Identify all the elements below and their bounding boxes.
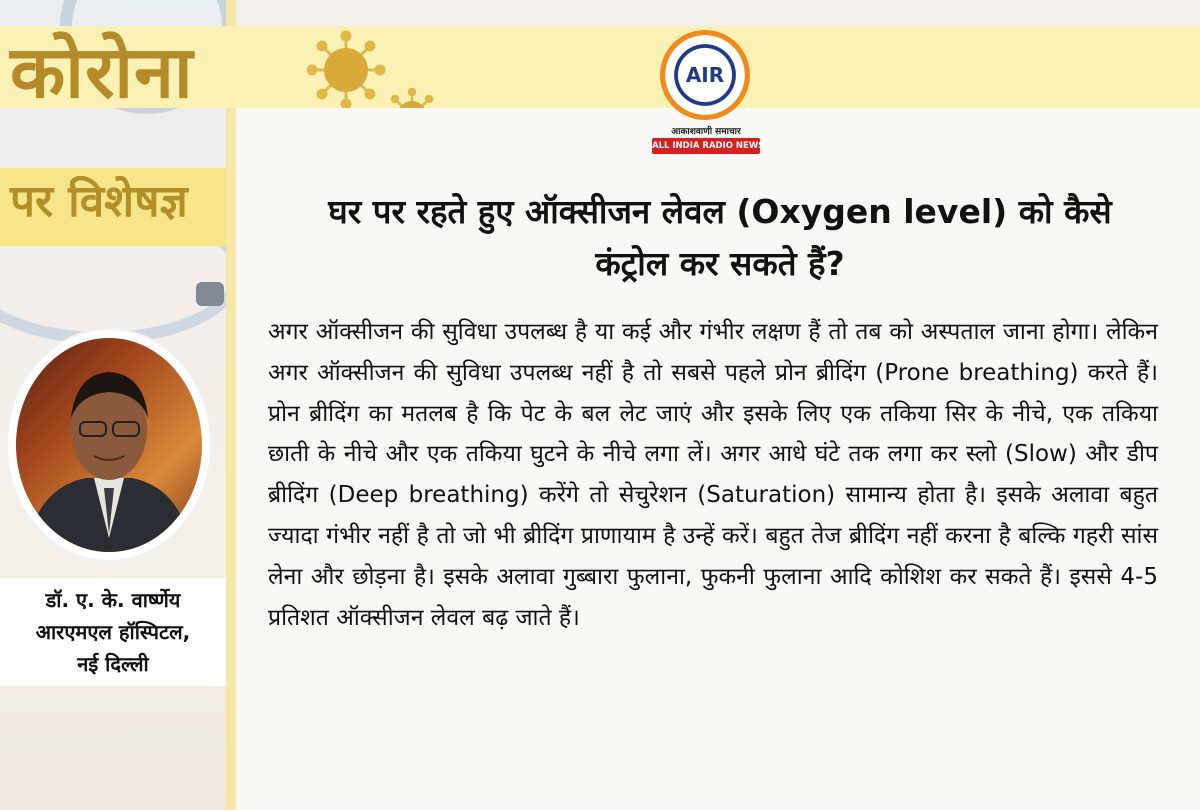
expert-name: डॉ. ए. के. वार्ष्णेय bbox=[45, 588, 181, 612]
title-expert: पर विशेषज्ञ bbox=[10, 176, 188, 227]
panel-divider bbox=[226, 0, 236, 810]
expert-photo bbox=[16, 338, 202, 552]
air-logo bbox=[652, 28, 765, 156]
title-corona: कोरोना bbox=[10, 30, 194, 114]
expert-city: नई दिल्ली bbox=[77, 652, 149, 676]
article-body: अगर ऑक्सीजन की सुविधा उपलब्ध है या कई और गंभीर लक्षण हैं तो तब को अस्पताल जाना होगा। लेकिन अगर ऑक्सीजन की सुविधा उपलब्ध नहीं है तो सबसे पहले प्रोन ब्रीदिंग (Prone breathing) करते हैं। प्रोन ब्रीदिंग का मतलब है कि पेट के बल लेट जाएं और इसके लिए एक तकिया सिर के नीचे, एक तकिया छाती के नीचे और एक तकिया घुटने के नीचे लगा लें। अगर आधे घंटे तक लगा कर स्लो (Slow) और डीप ब्रीदिंग (Deep breathing) करेंगे तो सेचुरेशन (Saturation) सामान्य होता है। इसके अलावा बहुत ज्यादा गंभीर नहीं है तो जो भी ब्रीदिंग प्राणायाम है उन्हें करें। बहुत तेज ब्रीदिंग नहीं करना है बल्कि गहरी सांस लेना और छोड़ना है। इसके अलावा गुब्बारा फुलाना, फुकनी फुलाना आदि कोशिश कर सकते हैं। इससे 4-5 प्रतिशत ऑक्सीजन लेवल बढ़ जाते हैं। bbox=[268, 319, 1158, 631]
expert-caption bbox=[0, 578, 226, 686]
stethoscope-decor bbox=[196, 282, 224, 306]
logo-caption: आकाशवाणी समाचार bbox=[671, 127, 741, 137]
expert-portrait bbox=[16, 338, 202, 552]
logo-center-text: AIR bbox=[685, 63, 725, 87]
headline-line-2: कंट्रोल कर सकते हैं? bbox=[595, 244, 845, 283]
expert-photo-frame bbox=[8, 330, 210, 560]
headline bbox=[268, 186, 1172, 290]
headline-line-1: घर पर रहते हुए ऑक्सीजन लेवल (Oxygen level) को कैसे bbox=[328, 192, 1112, 231]
logo-banner: ALL INDIA RADIO NEWS bbox=[652, 138, 760, 154]
expert-hospital: आरएमएल हॉस्पिटल, bbox=[35, 620, 191, 644]
virus-icon bbox=[306, 30, 386, 110]
